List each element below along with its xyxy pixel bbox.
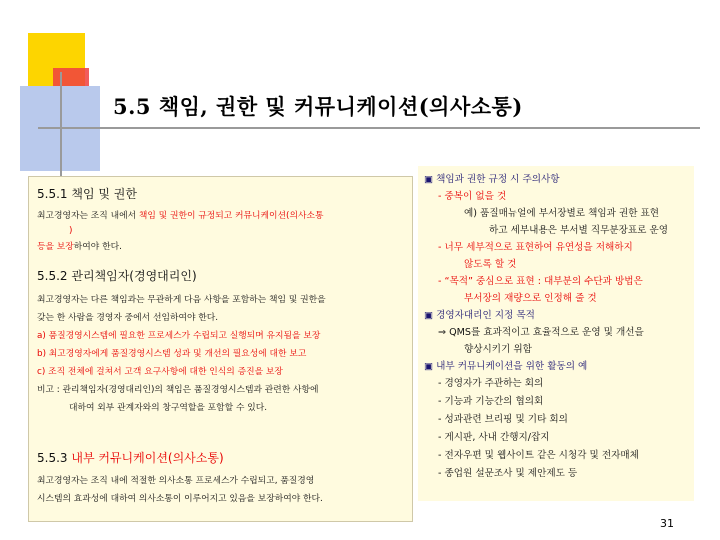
s3-line-2: 시스템의 효과성에 대하여 의사소통이 이루어지고 있음을 보장하여야 한다. <box>37 494 323 504</box>
section-heading-5-5-2: 5.5.2 관리책임자(경영대리인) <box>37 269 197 283</box>
decor-horizontal-line <box>38 127 700 129</box>
s1-line-2: ) <box>69 226 73 236</box>
decor-vertical-line <box>60 72 62 188</box>
note-item: 않도록 할 것 <box>464 259 517 270</box>
section-heading-5-5-1: 5.5.1 책임 및 권한 <box>37 187 137 201</box>
right-notes-panel <box>418 166 694 501</box>
note-item: - 전자우편 및 웹사이트 같은 시청각 및 전자매체 <box>438 450 639 461</box>
s1-text: 최고경영자는 조직 내에서 <box>37 211 139 221</box>
s3-heading-number: 5.5.3 <box>37 451 72 465</box>
page-number: 31 <box>660 517 674 530</box>
s1-text-2: 하여야 한다. <box>73 242 122 252</box>
s3-heading-title: 내부 커뮤니케이션(의사소통) <box>71 451 224 465</box>
s2-item-b: b) 최고경영자에게 품질경영시스템 성과 및 개선의 필요성에 대한 보고 <box>37 349 307 359</box>
s1-highlight-2: 등을 보장 <box>37 242 74 252</box>
note-heading-communication: ▣ 내부 커뮤니케이션을 위한 활동의 예 <box>424 361 588 372</box>
note-heading-responsibility: ▣ 책임과 권한 규정 시 주의사항 <box>424 174 560 185</box>
note-item: 향상시키기 위함 <box>464 344 532 355</box>
note-item: 부서장의 재량으로 인정해 줄 것 <box>464 293 597 304</box>
s1-line-3 <box>37 241 122 253</box>
s3-line-1: 최고경영자는 조직 내에 적절한 의사소통 프로세스가 수립되고, 품질경영 <box>37 476 315 486</box>
note-item: 예) 품질매뉴얼에 부서장별로 책임과 권한 표현 <box>464 208 660 219</box>
s2-line-2: 갖는 한 사람을 경영자 중에서 선임하여야 한다. <box>37 313 219 323</box>
s1-highlight: 책임 및 권한이 규정되고 커뮤니케이션(의사소통 <box>138 211 324 221</box>
s2-item-c: c) 조직 전체에 걸쳐서 고객 요구사항에 대한 인식의 증진을 보장 <box>37 367 283 377</box>
s2-note-1: 비고 : 관리책임자(경영대리인)의 책임은 품질경영시스템과 관련한 사항에 <box>37 385 319 395</box>
s1-line-1 <box>37 210 323 222</box>
note-item: - “목적” 중심으로 표현 : 대부분의 수단과 방법은 <box>438 276 643 287</box>
note-item: - 중복이 없을 것 <box>438 191 507 202</box>
s2-note-2: 대하여 외부 관계자와의 창구역할을 포함할 수 있다. <box>69 403 268 413</box>
slide-title: 5.5 책임, 권한 및 커뮤니케이션(의사소통) <box>113 94 523 119</box>
left-text-panel <box>28 176 413 522</box>
note-item: - 성과관련 브리핑 및 기타 회의 <box>438 414 568 425</box>
note-item: - 경영자가 주관하는 회의 <box>438 378 544 389</box>
note-heading-representative: ▣ 경영자대리인 지정 목적 <box>424 310 535 321</box>
section-heading-5-5-3 <box>37 449 224 466</box>
s2-line-1: 최고경영자는 다른 책임과는 무관하게 다음 사항을 포함하는 책임 및 권한을 <box>37 295 326 305</box>
note-item: - 게시판, 사내 간행지/잡지 <box>438 432 550 443</box>
note-item: ⇒ QMS를 효과적이고 효율적으로 운영 및 개선을 <box>438 327 644 338</box>
s2-item-a: a) 품질경영시스템에 필요한 프로세스가 수립되고 실행되며 유지됨을 보장 <box>37 331 321 341</box>
note-item: 하고 세부내용은 부서별 직무분장표로 운영 <box>489 225 669 236</box>
note-item: - 기능과 기능간의 협의회 <box>438 396 544 407</box>
note-item: - 너무 세부적으로 표현하여 유연성을 저해하지 <box>438 242 633 253</box>
note-item: - 종업원 설문조사 및 제안제도 등 <box>438 468 578 479</box>
